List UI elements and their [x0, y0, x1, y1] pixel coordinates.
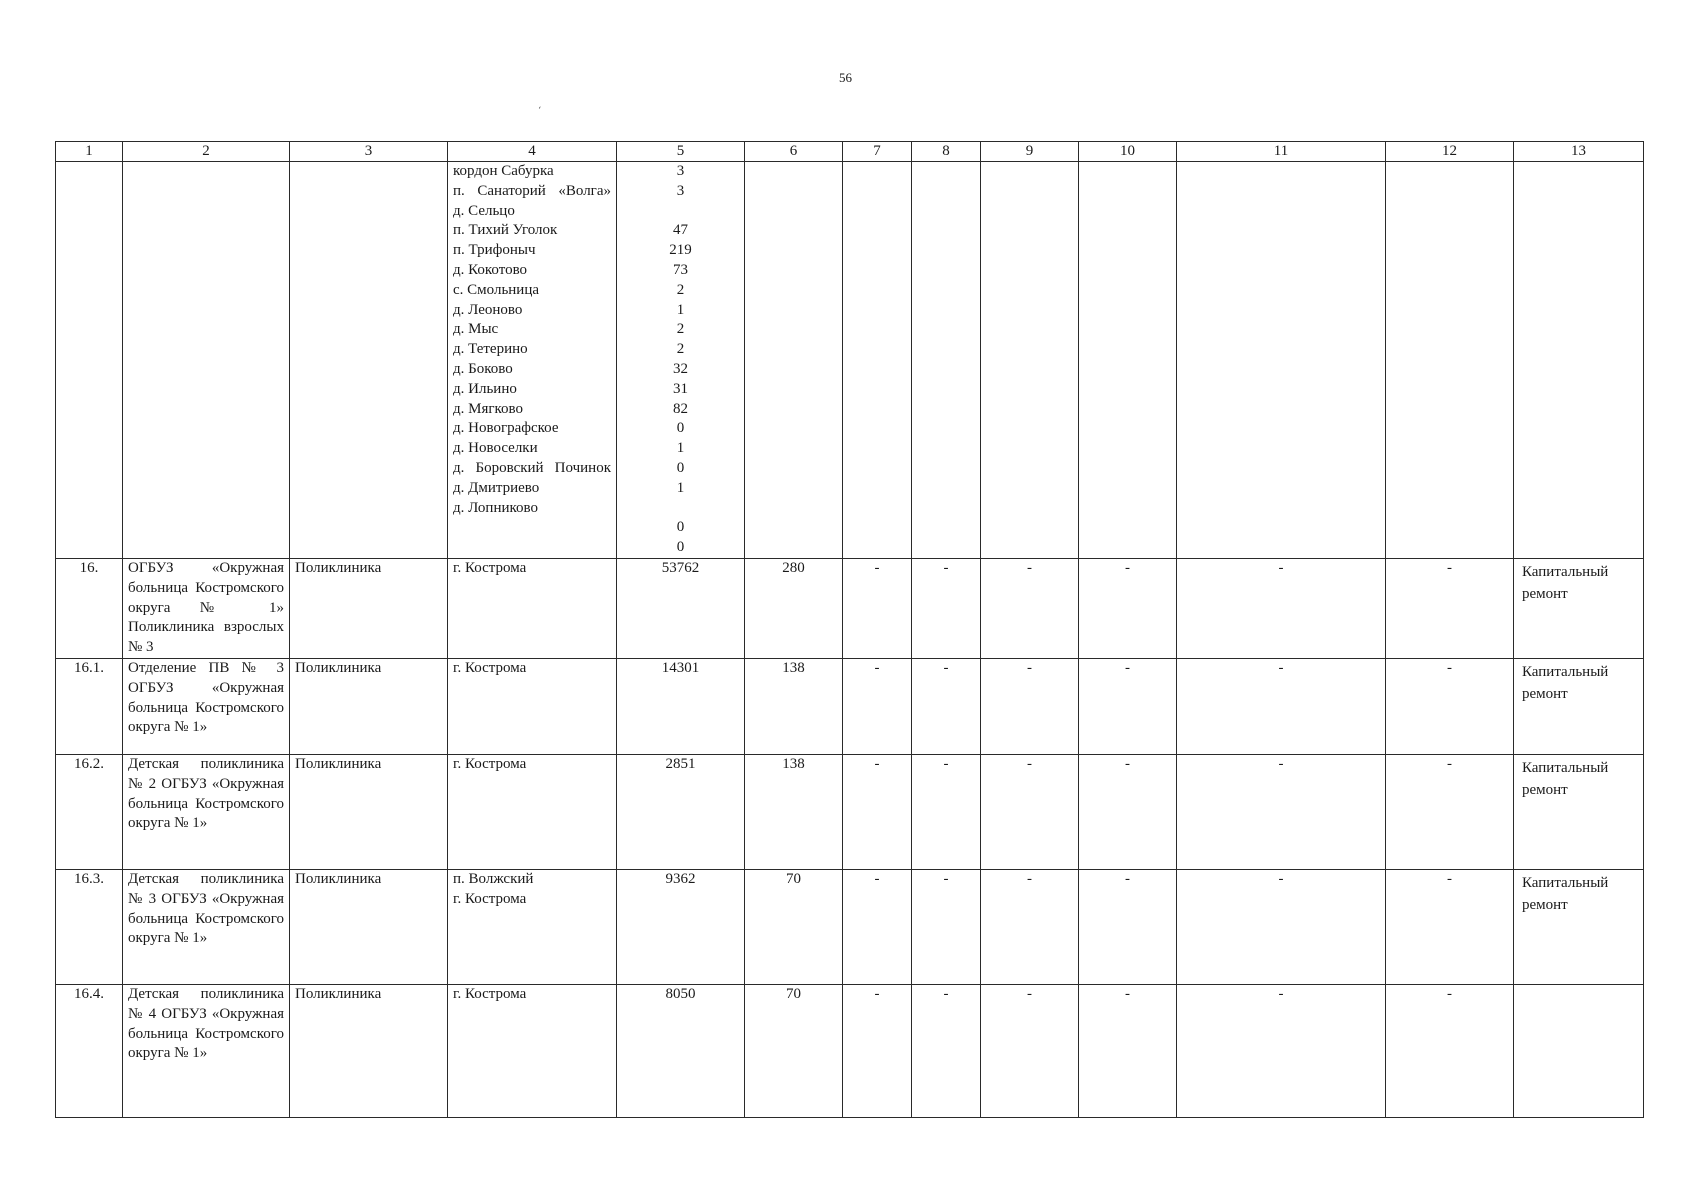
settlement-value: 0	[676, 519, 685, 536]
settlement-value: 3	[676, 182, 685, 199]
value-col5: 14301	[617, 658, 745, 754]
value-col7: -	[843, 754, 912, 869]
work-type: Капитальный ремонт	[1514, 558, 1644, 658]
value-col5: 53762	[617, 558, 745, 658]
settlement-name: д. Кокотово	[453, 261, 528, 278]
value-col5: 2851	[617, 754, 745, 869]
value-col5: 9362	[617, 869, 745, 984]
location-line: п. Волжский	[453, 870, 534, 887]
value-col9: -	[981, 754, 1079, 869]
settlements-continuation-row	[56, 162, 1644, 559]
location-line: г. Кострома	[453, 890, 527, 907]
table-row	[56, 658, 1644, 754]
value-col6: 70	[745, 869, 843, 984]
settlement-name: д. Новоселки	[453, 440, 538, 457]
value-col10: -	[1079, 869, 1177, 984]
settlement-name: д. Боково	[453, 360, 513, 377]
value-col8: -	[912, 984, 981, 1117]
value-col11: -	[1177, 869, 1386, 984]
settlement-value: 3	[676, 163, 685, 179]
value-col11: -	[1177, 658, 1386, 754]
location: г. Кострома	[448, 658, 617, 754]
location	[448, 869, 617, 984]
settlement-value: 219	[669, 242, 692, 259]
header-cell: 1	[56, 142, 123, 162]
work-type: Капитальный ремонт	[1514, 869, 1644, 984]
settlement-values-cell	[617, 162, 745, 559]
header-row	[56, 142, 1644, 162]
settlement-name: д. Мыс	[453, 321, 499, 338]
value-col5: 8050	[617, 984, 745, 1117]
value-col8: -	[912, 658, 981, 754]
row-number: 16.4.	[56, 984, 123, 1117]
value-col12: -	[1386, 658, 1514, 754]
settlement-name: д. Дмитриево	[453, 479, 540, 496]
settlement-name: п. Трифоныч	[453, 242, 536, 259]
settlement-value: 32	[673, 360, 688, 377]
row-number: 16.1.	[56, 658, 123, 754]
settlement-name: кордон Сабурка	[453, 163, 554, 179]
settlement-value: 31	[673, 380, 688, 397]
value-col6: 280	[745, 558, 843, 658]
value-col7: -	[843, 984, 912, 1117]
header-cell: 4	[448, 142, 617, 162]
institution-type: Поликлиника	[290, 754, 448, 869]
value-col7: -	[843, 658, 912, 754]
value-col8: -	[912, 869, 981, 984]
value-col10: -	[1079, 658, 1177, 754]
institution-name: ОГБУЗ «Окружная больница Костромского округа № 1» Поликлиника взрослых № 3	[123, 558, 290, 658]
value-col12: -	[1386, 558, 1514, 658]
institution-type: Поликлиника	[290, 658, 448, 754]
value-col6: 70	[745, 984, 843, 1117]
header-cell: 13	[1514, 142, 1644, 162]
value-col9: -	[981, 558, 1079, 658]
value-col6: 138	[745, 754, 843, 869]
value-col9: -	[981, 984, 1079, 1117]
header-cell: 12	[1386, 142, 1514, 162]
institution-name: Детская поликлиника № 3 ОГБУЗ «Окружная больница Костромского округа № 1»	[123, 869, 290, 984]
settlement-name: п. Санаторий «Волга»	[453, 182, 611, 199]
table-row	[56, 558, 1644, 658]
value-col12: -	[1386, 984, 1514, 1117]
table-row	[56, 984, 1644, 1117]
work-type: Капитальный ремонт	[1514, 754, 1644, 869]
header-cell: 6	[745, 142, 843, 162]
row-number: 16.2.	[56, 754, 123, 869]
settlement-value: 73	[673, 261, 688, 278]
header-cell: 2	[123, 142, 290, 162]
settlement-name: д. Леоново	[453, 301, 523, 318]
value-col6: 138	[745, 658, 843, 754]
value-col8: -	[912, 558, 981, 658]
value-col7: -	[843, 558, 912, 658]
value-col11: -	[1177, 558, 1386, 658]
institution-type: Поликлиника	[290, 984, 448, 1117]
table-row	[56, 869, 1644, 984]
work-type	[1514, 984, 1644, 1117]
settlement-value: 0	[676, 420, 685, 437]
data-table	[55, 141, 1644, 1118]
work-type: Капитальный ремонт	[1514, 658, 1644, 754]
header-cell: 5	[617, 142, 745, 162]
settlement-value: 47	[673, 222, 688, 239]
location: г. Кострома	[448, 754, 617, 869]
value-col9: -	[981, 658, 1079, 754]
settlement-value: 0	[676, 459, 685, 476]
settlement-name: п. Тихий Уголок	[453, 222, 558, 239]
value-col12: -	[1386, 754, 1514, 869]
header-cell: 7	[843, 142, 912, 162]
value-col10: -	[1079, 754, 1177, 869]
institution-type: Поликлиника	[290, 558, 448, 658]
header-cell: 10	[1079, 142, 1177, 162]
row-number: 16.3.	[56, 869, 123, 984]
settlement-name: д. Тетерино	[453, 341, 528, 358]
institution-name: Детская поликлиника № 4 ОГБУЗ «Окружная больница Костромского округа № 1»	[123, 984, 290, 1117]
settlement-value: 1	[676, 479, 685, 496]
settlement-names-cell	[448, 162, 617, 559]
settlement-value: 2	[676, 281, 685, 298]
value-col11: -	[1177, 754, 1386, 869]
location: г. Кострома	[448, 984, 617, 1117]
value-col11: -	[1177, 984, 1386, 1117]
value-col10: -	[1079, 984, 1177, 1117]
institution-name: Отделение ПВ № 3 ОГБУЗ «Окружная больница Костромского округа № 1»	[123, 658, 290, 754]
page-number: 56	[839, 70, 852, 85]
row-number: 16.	[56, 558, 123, 658]
settlement-name: д. Новографское	[453, 420, 559, 437]
header-cell: 9	[981, 142, 1079, 162]
value-col9: -	[981, 869, 1079, 984]
header-cell: 3	[290, 142, 448, 162]
value-col12: -	[1386, 869, 1514, 984]
settlement-name: д. Боровский Починок	[453, 459, 611, 476]
scan-mark: ˊ	[536, 103, 546, 119]
institution-type: Поликлиника	[290, 869, 448, 984]
settlement-value: 1	[676, 440, 685, 457]
settlement-value: 82	[673, 400, 688, 417]
settlement-name: д. Сельцо	[453, 202, 515, 219]
settlement-name: д. Ильино	[453, 380, 517, 397]
settlement-value: 0	[676, 539, 685, 556]
location: г. Кострома	[448, 558, 617, 658]
settlement-value: 2	[676, 341, 685, 358]
value-col8: -	[912, 754, 981, 869]
value-col7: -	[843, 869, 912, 984]
table-row	[56, 754, 1644, 869]
header-cell: 8	[912, 142, 981, 162]
value-col10: -	[1079, 558, 1177, 658]
settlement-name: д. Лопниково	[453, 499, 539, 516]
settlement-value: 2	[676, 321, 685, 338]
settlement-name: с. Смольница	[453, 281, 540, 298]
settlement-name: д. Мягково	[453, 400, 524, 417]
institution-name: Детская поликлиника № 2 ОГБУЗ «Окружная больница Костромского округа № 1»	[123, 754, 290, 869]
settlement-value: 1	[676, 301, 685, 318]
header-cell: 11	[1177, 142, 1386, 162]
